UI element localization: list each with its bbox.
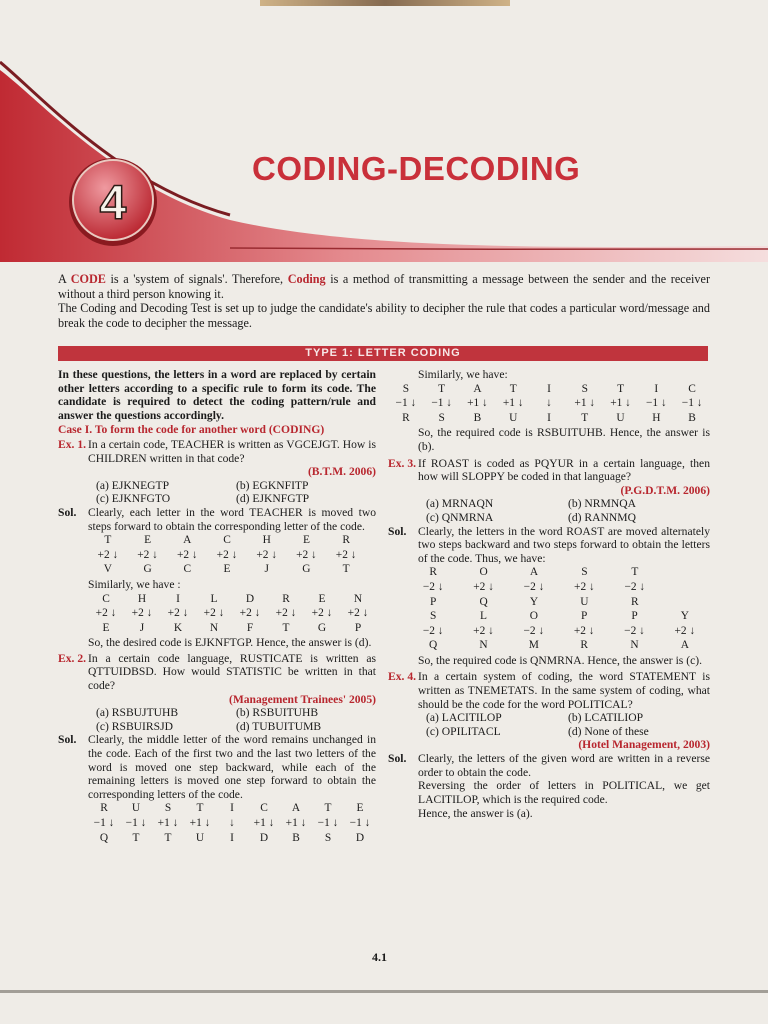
intro-text: A xyxy=(58,272,71,286)
shift-row-cell: −1 ↓ xyxy=(125,817,147,829)
code-letters-row-cell: T xyxy=(132,831,140,844)
word-letters-row-cell: E xyxy=(318,592,326,605)
solution-text-2: Reversing the order of letters in POLITICAL, we get LACITILOP, which is the required code. xyxy=(418,779,710,806)
shift-row-cell: −1 ↓ xyxy=(349,817,371,829)
code-letters-row-cell: U xyxy=(616,411,625,424)
shift-row-cell: +2 ↓ xyxy=(216,548,238,561)
shift-row-cell: +2 ↓ xyxy=(137,548,158,561)
word-letters-row-cell: I xyxy=(176,592,180,605)
example-label: Ex. 4. xyxy=(388,670,417,684)
case-heading: Case I. To form the code for another word (CODING) xyxy=(58,423,325,437)
code-letters-row-cell: E xyxy=(102,621,110,634)
shift-row-cell: +1 ↓ xyxy=(285,817,307,829)
example-question: If ROAST is coded as PQYUR in a certain language, then how will SLOPPY be coded in that language? xyxy=(418,456,710,484)
word-letters-row-cell: O xyxy=(529,610,538,623)
shift-row-cell: −2 ↓ xyxy=(523,624,545,637)
word-letters-row-cell: P xyxy=(580,610,588,623)
exam-source: (B.T.M. 2006) xyxy=(307,465,376,479)
solution-text: Clearly, the letters in the word ROAST are moved alternately two steps backward and two steps forward to obtain the letters of the code. Thus, we have: xyxy=(418,524,710,565)
code-letters-row-cell: J xyxy=(264,563,269,576)
solution-label: Sol. xyxy=(388,752,407,766)
shift-row-cell: +1 ↓ xyxy=(502,397,524,410)
options-list xyxy=(58,479,376,506)
code-letters-row xyxy=(388,412,710,426)
code-letters-row-cell: U xyxy=(509,411,518,424)
code-letters-row-cell: F xyxy=(246,621,254,634)
word-letters-row-cell: A xyxy=(183,534,192,547)
word-letters-row-cell: A xyxy=(473,382,482,395)
word-letters-row-cell: T xyxy=(631,566,639,579)
keyword-coding: Coding xyxy=(287,272,326,286)
word-letters-row-cell: R xyxy=(282,592,290,605)
shift-row xyxy=(388,625,710,639)
word-letters-row-cell: S xyxy=(581,566,588,579)
word-letters-row-cell: D xyxy=(245,592,255,605)
code-letters-row-cell: M xyxy=(528,639,539,652)
word-letters-row-cell: L xyxy=(210,592,218,605)
code-letters-row xyxy=(58,832,376,846)
option: (a) MRNAQN xyxy=(426,497,494,511)
exam-source: (Hotel Management, 2003) xyxy=(578,738,710,752)
solution-text: Clearly, the middle letter of the word remains unchanged in the code. Each of the first two and the last two letters of the word is moved one step backward, while each of the remaining letters is moved one step forward to obtain the corresponding letters of the code. xyxy=(88,733,376,801)
intro-text: is a 'system of signals'. Therefore, xyxy=(105,272,288,286)
option: (a) EJKNEGTP xyxy=(96,478,170,492)
option: (b) EGKNFITP xyxy=(236,478,309,492)
intro-paragraph-2: The Coding and Decoding Test is set up to judge the candidate's ability to decipher the rule that codes a particular word/message and break the code to decipher the message. xyxy=(58,301,710,330)
code-letters-row-cell: C xyxy=(183,563,192,576)
code-letters-row-cell: T xyxy=(164,831,172,844)
code-letters-row-cell: R xyxy=(580,639,588,652)
code-letters-row-cell: H xyxy=(652,411,661,424)
chapter-number: 4 xyxy=(99,177,127,230)
word-letters-row xyxy=(388,383,710,397)
page-bottom-edge xyxy=(0,990,768,993)
shift-row-cell: −1 ↓ xyxy=(431,397,452,410)
shift-row-cell: −1 ↓ xyxy=(93,817,115,829)
word-letters-row-cell: S xyxy=(581,382,588,395)
shift-row xyxy=(58,607,376,621)
word-letters-row-cell: H xyxy=(262,534,271,547)
word-letters-row-cell: S xyxy=(402,382,410,395)
word-letters-row-cell: L xyxy=(480,610,487,623)
code-letters-row-cell: A xyxy=(680,639,689,652)
intro-text: is a method of transmitting a message between the sender and the receiver without a third person knowing it. xyxy=(58,272,710,301)
similarly-text: Similarly, we have : xyxy=(88,577,181,591)
shift-row-cell: +1 ↓ xyxy=(157,817,179,829)
code-letters-row-cell: D xyxy=(355,831,365,844)
code-letters-row-cell: B xyxy=(688,411,696,424)
code-letters-row-cell: N xyxy=(479,639,488,652)
code-letters-row-cell: I xyxy=(547,411,551,424)
example-question: In a certain system of coding, the word STATEMENT is written as TNEMETATS. In the same system of coding, what should be the code for the word POLITICAL? xyxy=(418,670,710,711)
options-list xyxy=(388,497,710,524)
intro-section xyxy=(58,272,710,330)
shift-row-cell: −2 ↓ xyxy=(624,624,645,637)
shift-row-cell: ↓ xyxy=(229,817,235,829)
shift-row xyxy=(388,581,710,595)
solution-4 xyxy=(388,752,710,779)
shift-row xyxy=(58,549,376,563)
shift-row-cell: +1 ↓ xyxy=(467,397,488,410)
options-list xyxy=(58,706,376,733)
option: (b) RSBUITUHB xyxy=(236,706,319,720)
word-letters-row-cell: E xyxy=(144,534,152,547)
similarly-text: Similarly, we have: xyxy=(418,368,508,381)
example-label: Ex. 3. xyxy=(388,456,417,470)
option: (d) None of these xyxy=(568,724,649,738)
right-column xyxy=(388,368,710,822)
code-letters-row-cell: K xyxy=(173,621,183,634)
word-letters-row-cell: E xyxy=(302,534,310,547)
code-letters-row-cell: N xyxy=(630,639,639,652)
code-letters-row-cell: P xyxy=(430,595,437,608)
shift-row-cell: +2 ↓ xyxy=(335,548,357,561)
shift-row-cell: +2 ↓ xyxy=(203,607,225,620)
code-letters-row-cell: Q xyxy=(479,595,488,608)
option: (c) QNMRNA xyxy=(426,510,494,524)
example-3 xyxy=(388,457,710,484)
shift-row-cell: +2 ↓ xyxy=(97,548,119,561)
shift-row-cell: +2 ↓ xyxy=(176,548,198,561)
code-letters-row-cell: Q xyxy=(429,639,438,652)
solution-3 xyxy=(388,525,710,566)
code-letters-row-cell: Y xyxy=(529,595,539,608)
code-letters-row-cell: G xyxy=(302,563,311,576)
option: (d) RANNMQ xyxy=(568,510,636,524)
option: (c) EJKNFGTO xyxy=(96,492,171,506)
shift-row-cell: −1 ↓ xyxy=(395,397,417,410)
option: (d) TUBUITUMB xyxy=(236,719,322,733)
shift-row xyxy=(58,817,376,831)
section-heading-bar: TYPE 1: LETTER CODING xyxy=(58,346,708,361)
option: (b) LCATILIOP xyxy=(568,711,644,725)
shift-row-cell: −2 ↓ xyxy=(523,580,545,593)
word-letters-row-cell: T xyxy=(438,382,446,395)
code-letters-row-cell: N xyxy=(209,621,219,634)
word-letters-row-cell: T xyxy=(509,382,517,395)
shift-row-cell: +2 ↓ xyxy=(275,607,297,620)
code-letters-row-cell: G xyxy=(143,563,152,576)
shift-row-cell: +2 ↓ xyxy=(473,580,494,593)
option: (a) LACITILOP xyxy=(426,711,502,725)
word-letters-row xyxy=(388,566,710,580)
code-letters-row-cell: U xyxy=(195,831,205,844)
code-letters-row-cell: Q xyxy=(99,831,109,844)
exam-source: (P.G.D.T.M. 2006) xyxy=(620,483,710,497)
code-letters-row-cell: J xyxy=(139,621,145,634)
code-letters-row-cell: V xyxy=(103,563,112,576)
shift-row-cell: +2 ↓ xyxy=(95,607,117,620)
word-letters-row xyxy=(58,802,376,816)
word-letters-row-cell: I xyxy=(547,382,551,395)
example-1 xyxy=(58,438,376,465)
shift-row-cell: +2 ↓ xyxy=(239,607,261,620)
shift-row-cell: +1 ↓ xyxy=(574,397,596,410)
shift-row-cell: +2 ↓ xyxy=(574,580,595,593)
word-letters-row-cell: C xyxy=(260,802,268,815)
word-letters-row-cell: T xyxy=(104,534,112,547)
code-letters-row xyxy=(58,622,376,636)
shift-row-cell: +1 ↓ xyxy=(253,817,275,829)
shift-row-cell: +2 ↓ xyxy=(573,624,595,637)
code-letters-row-cell: B xyxy=(292,831,300,844)
code-letters-row-cell: R xyxy=(630,595,639,608)
shift-row-cell: −2 ↓ xyxy=(422,580,444,593)
example-2 xyxy=(58,652,376,693)
word-letters-row-cell: A xyxy=(529,566,539,579)
code-letters-row-cell: P xyxy=(354,621,362,634)
solution-text: Clearly, each letter in the word TEACHER is moved two steps forward to obtain the corresponding letter of the code. xyxy=(88,505,376,533)
word-letters-row xyxy=(58,593,376,607)
word-letters-row-cell: O xyxy=(479,566,488,579)
shift-row-cell: +1 ↓ xyxy=(610,397,631,410)
word-letters-row-cell: T xyxy=(617,382,625,395)
word-letters-row-cell: P xyxy=(631,610,638,623)
word-letters-row xyxy=(58,534,376,548)
word-letters-row-cell: U xyxy=(131,802,141,815)
shift-row-cell: +2 ↓ xyxy=(167,607,189,620)
example-label: Ex. 1. xyxy=(58,437,87,451)
option: (b) NRMNQA xyxy=(568,497,636,511)
word-letters-row-cell: R xyxy=(342,534,350,547)
option: (c) OPILITACL xyxy=(426,724,501,738)
intro-paragraph-1 xyxy=(58,272,710,301)
shift-row-cell: −1 ↓ xyxy=(645,397,667,410)
code-letters-row-cell: R xyxy=(402,411,410,424)
example-4 xyxy=(388,670,710,711)
left-column xyxy=(58,368,376,846)
word-letters-row xyxy=(388,610,710,624)
shift-row xyxy=(388,397,710,411)
code-letters-row-cell: T xyxy=(282,621,290,634)
exam-source: (Management Trainees' 2005) xyxy=(228,692,376,706)
conclusion-text: So, the required code is RSBUITUHB. Hence, the answer is (b). xyxy=(418,426,710,453)
word-letters-row-cell: S xyxy=(429,610,437,623)
word-letters-row-cell: N xyxy=(353,592,363,605)
word-letters-row-cell: R xyxy=(100,802,108,815)
shift-row-cell: +2 ↓ xyxy=(131,607,153,620)
shift-row-cell: −1 ↓ xyxy=(681,397,703,410)
word-letters-row-cell: T xyxy=(324,802,332,815)
solution-2 xyxy=(58,733,376,801)
shift-row-cell: −1 ↓ xyxy=(317,817,339,829)
option: (c) RSBUIRSJD xyxy=(96,719,173,733)
shift-row-cell: −2 ↓ xyxy=(422,624,444,637)
example-label: Ex. 2. xyxy=(58,651,87,665)
example-question: In a certain code language, RUSTICATE is written as QTTUIDBSD. How would STATISTIC be written in that code? xyxy=(88,651,376,693)
options-list xyxy=(388,711,710,738)
code-letters-row xyxy=(388,639,710,653)
conclusion-text: Hence, the answer is (a). xyxy=(418,807,533,821)
code-letters-row-cell: E xyxy=(223,563,231,576)
keyword-code: CODE xyxy=(70,272,106,286)
word-letters-row-cell: H xyxy=(137,592,147,605)
word-letters-row-cell: T xyxy=(196,802,204,815)
page-number: 4.1 xyxy=(372,950,387,964)
code-letters-row-cell: U xyxy=(580,595,589,608)
code-letters-row-cell: T xyxy=(342,563,350,576)
shift-row-cell: +2 ↓ xyxy=(256,548,278,561)
solution-text: Clearly, the letters of the given word are written in a reverse order to obtain the code. xyxy=(418,752,710,779)
shift-row-cell: −2 ↓ xyxy=(624,580,646,593)
code-letters-row-cell: B xyxy=(473,411,482,424)
word-letters-row-cell: C xyxy=(223,534,231,547)
solution-label: Sol. xyxy=(388,524,407,538)
conclusion-text: So, the desired code is EJKNFTGP. Hence, the answer is (d). xyxy=(88,636,372,650)
shift-row-cell: ↓ xyxy=(546,397,552,410)
shift-row-cell: +2 ↓ xyxy=(296,548,317,561)
word-letters-row-cell: C xyxy=(102,592,110,605)
word-letters-row-cell: C xyxy=(688,382,696,395)
word-letters-row-cell: I xyxy=(230,802,234,815)
code-letters-row xyxy=(388,596,710,610)
code-letters-row-cell: S xyxy=(324,831,332,844)
shift-row-cell: +2 ↓ xyxy=(473,624,494,637)
word-letters-row-cell: S xyxy=(164,802,172,815)
option: (a) RSBUJTUHB xyxy=(96,706,179,720)
code-letters-row-cell: I xyxy=(230,831,234,844)
code-letters-row-cell: G xyxy=(317,621,327,634)
solution-label: Sol. xyxy=(58,505,77,519)
word-letters-row-cell: A xyxy=(291,802,301,815)
word-letters-row-cell: Y xyxy=(680,610,689,623)
option: (d) EJKNFGTP xyxy=(236,492,310,506)
shift-row-cell: +2 ↓ xyxy=(347,607,369,620)
solution-label: Sol. xyxy=(58,733,77,747)
code-letters-row-cell: T xyxy=(581,411,589,424)
chapter-title: CODING-DECODING xyxy=(252,150,581,187)
shift-row-cell: +2 ↓ xyxy=(674,624,696,637)
word-letters-row-cell: I xyxy=(654,382,659,395)
code-letters-row-cell: S xyxy=(438,411,445,424)
shift-row-cell: +1 ↓ xyxy=(189,817,211,829)
shift-row-cell: +2 ↓ xyxy=(311,607,333,620)
code-letters-row-cell: D xyxy=(259,831,269,844)
code-letters-row xyxy=(58,563,376,577)
lead-paragraph: In these questions, the letters in a word are replaced by certain other letters according to a specific rule to form its code. The candidate is required to detect the coding pattern/rule and answer the questions accordingly. xyxy=(58,368,376,422)
example-question: In a certain code, TEACHER is written as VGCEJGT. How is CHILDREN written in that code? xyxy=(88,437,376,465)
word-letters-row-cell: E xyxy=(356,802,364,815)
solution-1 xyxy=(58,506,376,533)
conclusion-text: So, the required code is QNMRNA. Hence, the answer is (c). xyxy=(418,653,702,667)
word-letters-row-cell: R xyxy=(429,566,437,579)
